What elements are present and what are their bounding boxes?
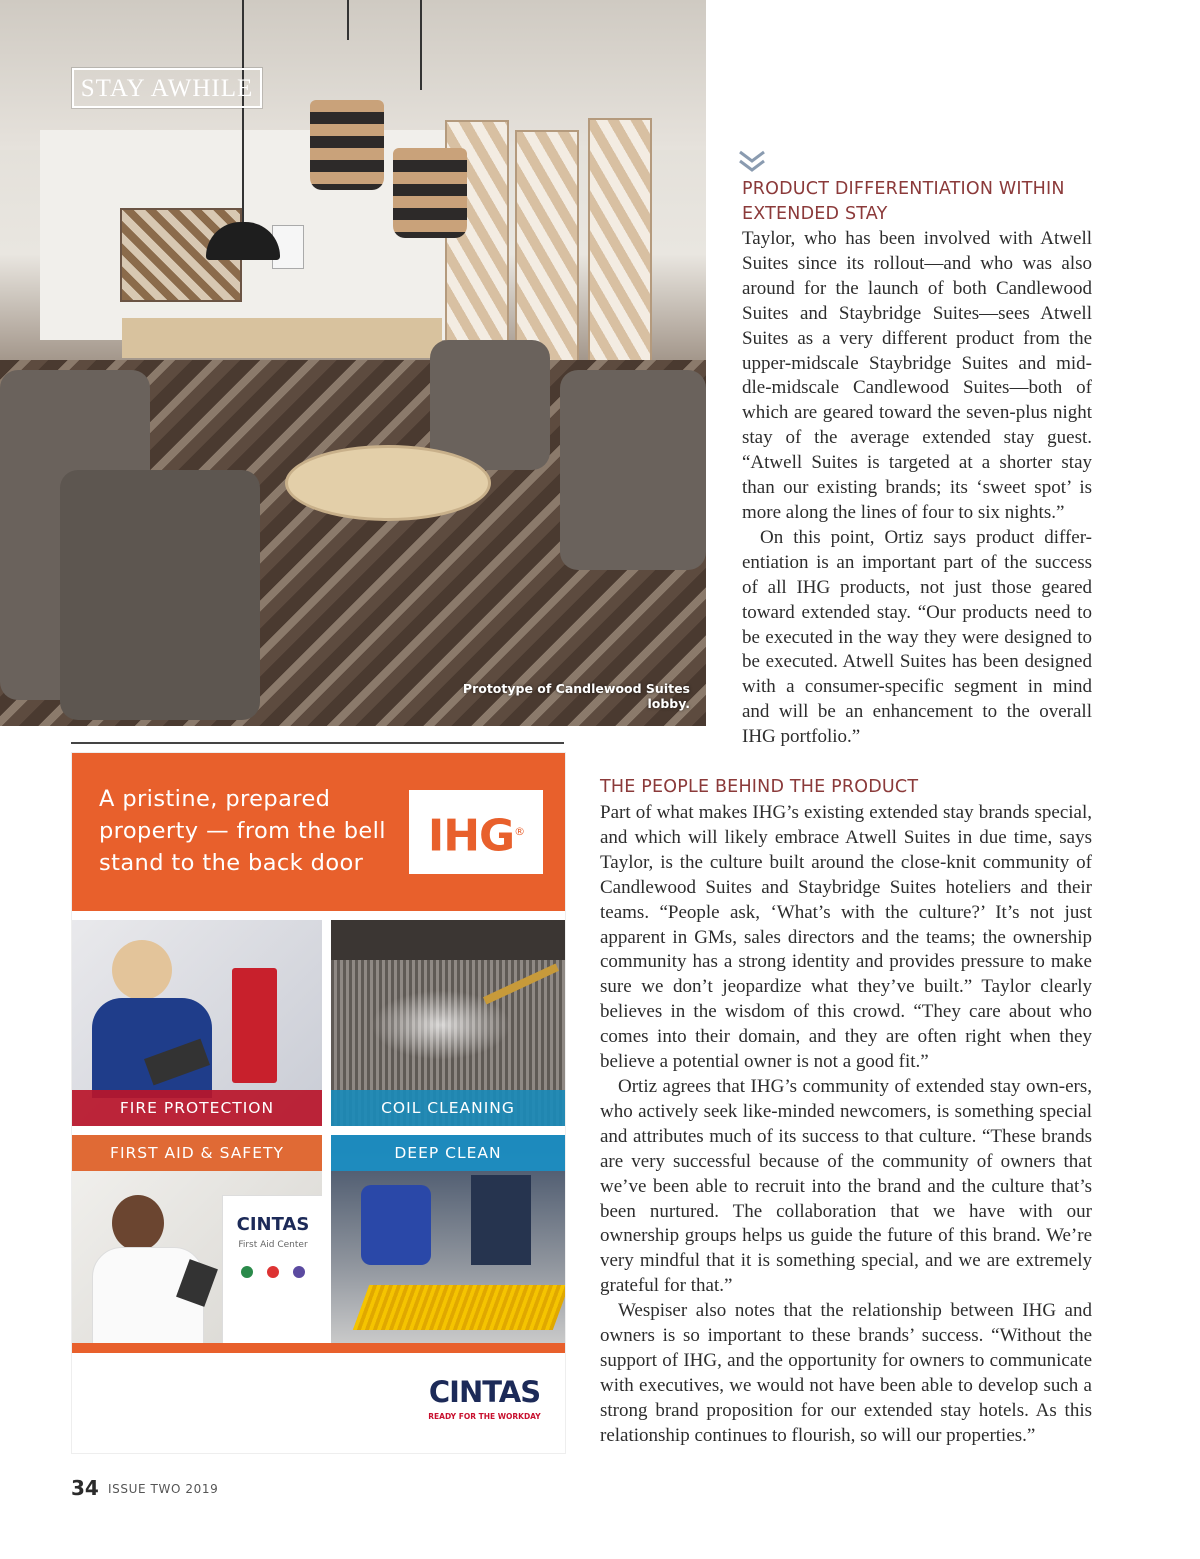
first-aid-cabinet	[222, 1195, 322, 1343]
cintas-tagline: READY FOR THE WORKDAY	[428, 1412, 541, 1421]
coil-housing	[331, 920, 565, 960]
issue-label: ISSUE TWO 2019	[108, 1482, 219, 1496]
first-aid-icon	[241, 1266, 253, 1278]
first-aid-icon	[267, 1266, 279, 1278]
pendant-lamp	[310, 100, 384, 190]
section-label: STAY AWHILE	[72, 68, 262, 108]
lamp-cord	[347, 0, 349, 40]
lobby-photo	[0, 0, 706, 726]
double-chevron-down-icon	[738, 148, 766, 176]
worker-legs	[471, 1175, 531, 1265]
lamp-cord	[420, 0, 422, 90]
page-number: 34	[71, 1476, 99, 1500]
paragraph: Taylor, who has been involved with Atwell Suites since its rollout—and who was also around for the launch of both Candlewood Suites and Staybridge Suites—sees Atwell Suites as a very different product from the upper-midscale Staybridge Suites and mid-dle-midscale Candlewood Suites—both of which are geared toward the seven-plus night stay of the average extended stay guest. “Atwell Suites is targeted at a shorter stay than our existing brands; its ‘sweet spot’ is more along the lines of four to six nights.”	[742, 228, 1092, 523]
cleaning-machine	[361, 1185, 431, 1265]
tile-label: DEEP CLEAN	[331, 1135, 565, 1171]
article-column	[600, 801, 1092, 1449]
photo-caption: Prototype of Candlewood Suites lobby.	[462, 681, 690, 711]
ihg-logo-box	[409, 790, 543, 874]
first-aid-icon	[293, 1266, 305, 1278]
spray-nozzle	[483, 963, 559, 1004]
cabinet-brand: CINTAS	[236, 1214, 310, 1235]
pendant-lamp	[393, 148, 467, 238]
tile-first-aid-safety	[72, 1135, 322, 1343]
coffee-table	[285, 445, 491, 521]
ad-accent-bar	[72, 1343, 565, 1353]
tile-coil-cleaning	[331, 920, 565, 1126]
paragraph: Ortiz agrees that IHG’s community of extended stay own-ers, who actively seek like-minded newcomers, is something special and attributes much of its success to that culture. “These brands are very successful because of the community of owners that we’ve been able to recruit into the brand and the culture that’s been nurtured. The collaboration that we have with our ownership groups helps us guide the future of this brand. We’re very mindful that it is something special, and we are extremely grateful for that.”	[600, 1075, 1092, 1297]
ihg-logo-text: IHG	[427, 810, 515, 862]
ad-divider	[71, 742, 564, 744]
ad-banner	[72, 753, 565, 911]
ad-headline: A pristine, prepared property — from the bell stand to the back door	[99, 786, 386, 876]
tile-label: FIRST AID & SAFETY	[72, 1135, 322, 1171]
cabinet-label: First Aid Center	[238, 1240, 308, 1250]
lamp-cord	[242, 0, 244, 222]
attendant-head	[112, 1195, 164, 1251]
armchair	[560, 370, 706, 570]
dining-table	[122, 318, 442, 358]
paragraph: Wespiser also notes that the relationship between IHG and owners is so important to these brands’ success. “Without the support of IHG, and the opportunity for owners to communicate with executives, we would not have been able to develop such a strong brand proposition for our extended stay hotels. As this relationship continues to flourish, so will our properties.”	[600, 1300, 1092, 1446]
section-heading: THE PEOPLE BEHIND THE PRODUCT	[600, 777, 919, 797]
section-heading: PRODUCT DIFFERENTIATION WITHIN EXTENDED STAY	[742, 179, 1065, 224]
tile-label: COIL CLEANING	[331, 1090, 565, 1126]
cintas-advertisement[interactable]	[71, 752, 566, 1454]
paragraph: On this point, Ortiz says product differ-entiation is an important part of the success of all IHG products, not just those geared toward extended stay. “Our products need to be executed in the way they were designed to be executed. Atwell Suites has been designed with a consumer-specific segment in mind and will be an enhancement to the overall IHG portfolio.”	[742, 526, 1092, 748]
article-column	[742, 227, 1092, 750]
cintas-logo[interactable]: CINTAS	[428, 1375, 541, 1409]
tile-fire-protection	[72, 920, 322, 1126]
scrub-brush	[353, 1285, 565, 1330]
armchair	[60, 470, 260, 720]
ihg-logo	[409, 790, 543, 879]
technician-head	[112, 940, 172, 1000]
armchair	[430, 340, 550, 470]
fire-alarm-panel	[232, 968, 277, 1083]
tile-label: FIRE PROTECTION	[72, 1090, 322, 1126]
registered-mark: ®	[514, 825, 525, 838]
paragraph: Part of what makes IHG’s existing extended stay brands special, and which will likely embrace Atwell Suites in due time, says Taylor, is the culture built around the close-knit community of Candlewood Suites and Staybridge Suites hoteliers and their teams. “People ask, ‘What’s with the culture?’ It’s not just apparent in GMs, sales directors and the teams; the ownership community has a strong identity and provides pressure to make sure we don’t jeopardize what they’ve built.” Taylor clearly believes in the wisdom of this crowd. “They care about who comes into their domain, and they are often right when they believe a potential owner is not a good fit.”	[600, 802, 1092, 1073]
tile-deep-clean	[331, 1135, 565, 1343]
